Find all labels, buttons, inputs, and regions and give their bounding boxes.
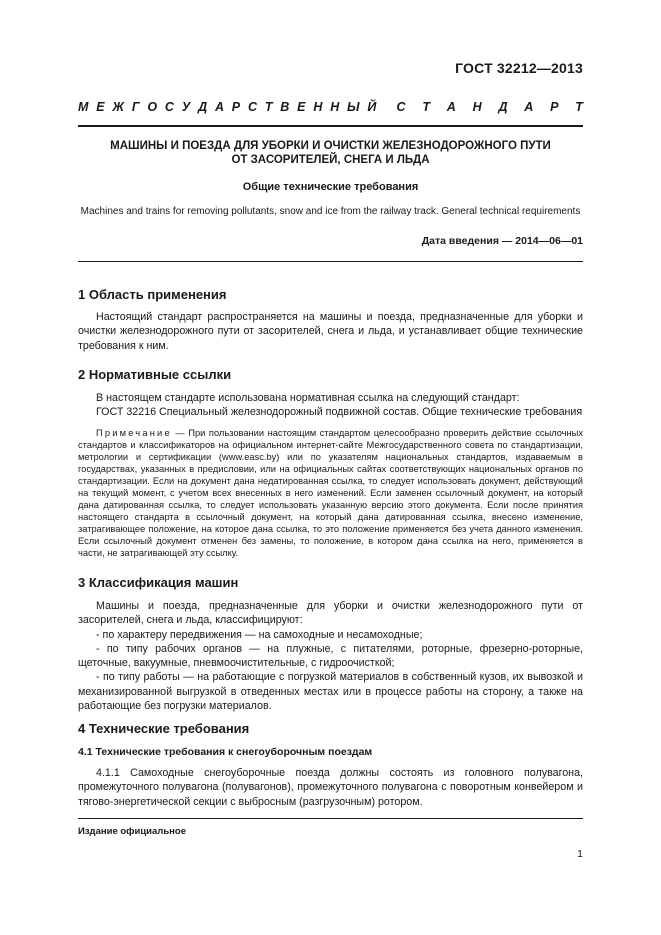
section-2-heading: 2 Нормативные ссылки — [78, 367, 232, 382]
title-line-1: МАШИНЫ И ПОЕЗДА ДЛЯ УБОРКИ И ОЧИСТКИ ЖЕЛЕЗНОДОРОЖНОГО ПУТИ — [110, 140, 551, 152]
section-1-paragraph: Настоящий стандарт распространяется на машины и поезда, предназначенные для уборки и очистки железнодорожного пути от засорителей, снега и льда, и устанавливает общие технические требования к ним. — [78, 311, 583, 352]
footer-rule — [78, 818, 583, 819]
edition-label: Издание официальное — [78, 826, 186, 837]
document-title — [78, 139, 583, 167]
intro-rule — [78, 261, 583, 262]
banner-word-1: М Е Ж Г О С У Д А Р С Т В Е Н Н Ы Й — [78, 100, 377, 114]
section-1-heading: 1 Область применения — [78, 287, 227, 302]
section-3-item: - по характеру передвижения — на самоходные и несамоходные; — [96, 628, 423, 641]
section-3-intro: Машины и поезда, предназначенные для уборки и очистки железнодорожного пути от засорителей, снега и льда, классифицируют: — [78, 600, 583, 627]
section-3-item: - по типу работы — на работающие с погрузкой материалов в собственный кузов, их вывозкой и механизированной выгрузкой в отведенных местах или в процессе работы на сторону, а также на работающие без погрузки материалов. — [78, 671, 583, 713]
section-3-text — [78, 599, 583, 713]
document-subtitle: Общие технические требования — [242, 181, 419, 193]
section-4-heading: 4 Технические требования — [78, 721, 250, 736]
english-title: Machines and trains for removing pollutants, snow and ice from the railway track. General technical requirements — [80, 206, 581, 217]
section-4-1-1-paragraph: 4.1.1 Самоходные снегоуборочные поезда должны состоять из головного полувагона, промежуточного полувагона (полувагонов), промежуточного полувагона с поворотным конвейером и тягово-энергетической секции с выбросным (разгрузочным) ротором. — [78, 767, 583, 808]
section-2-line-1: В настоящем стандарте использована нормативная ссылка на следующий стандарт: — [96, 392, 520, 404]
section-2-text — [78, 391, 583, 420]
section-1-text — [78, 310, 583, 353]
introduction-date: Дата введения — 2014—06—01 — [421, 235, 583, 247]
section-3-item: - по типу рабочих органов — на плужные, с питателями, роторные, фрезерно-роторные, щеточные, вакуумные, пневмоочистительные, с гидроочисткой; — [78, 642, 583, 670]
note-label: Примечание — [96, 428, 172, 438]
banner-word-2: С Т А Н Д А Р Т — [396, 100, 583, 114]
title-line-2: ОТ ЗАСОРИТЕЛЕЙ, СНЕГА И ЛЬДА — [231, 154, 430, 166]
section-4-1-heading: 4.1 Технические требования к снегоуборочным поездам — [78, 746, 373, 758]
document-number: ГОСТ 32212—2013 — [455, 60, 583, 76]
section-3-heading: 3 Классификация машин — [78, 575, 239, 590]
section-4-text — [78, 766, 583, 809]
standard-type-banner — [78, 100, 583, 114]
page-number: 1 — [577, 848, 583, 860]
section-2-note — [78, 427, 583, 559]
header-rule — [78, 125, 583, 127]
section-2-line-2: ГОСТ 32216 Специальный железнодорожный подвижной состав. Общие технические требования — [96, 406, 583, 419]
note-text: — При пользовании настоящим стандартом целесообразно проверить действие ссылочных стандартов и классификаторов на официальном интернет-сайте Межгосударственного совета по стандартизации, метрологии и сертификации (www.easc.by) или по указателям национальных стандартов, издаваемым в государствах, указанных в предисловии, или на официальных сайтах соответствующих национальных органов по стандартизации. Если на документ дана недатированная ссылка, то следует использовать документ, действующий на текущий момент, с учетом всех внесенных в него изменений. Если заменен ссылочный документ, на который дана датированная ссылка, то следует использовать указанную версию этого документа. Если после принятия настоящего стандарта в ссылочный документ, на который дана датированная ссылка, внесено изменение, затрагивающее положение, на которое дана ссылка, то это положение применяется без учета данного изменения. Если ссылочный документ отменен без замены, то положение, в котором дана ссылка на него, применяется в части, не затрагивающей эту ссылку. — [78, 428, 583, 558]
